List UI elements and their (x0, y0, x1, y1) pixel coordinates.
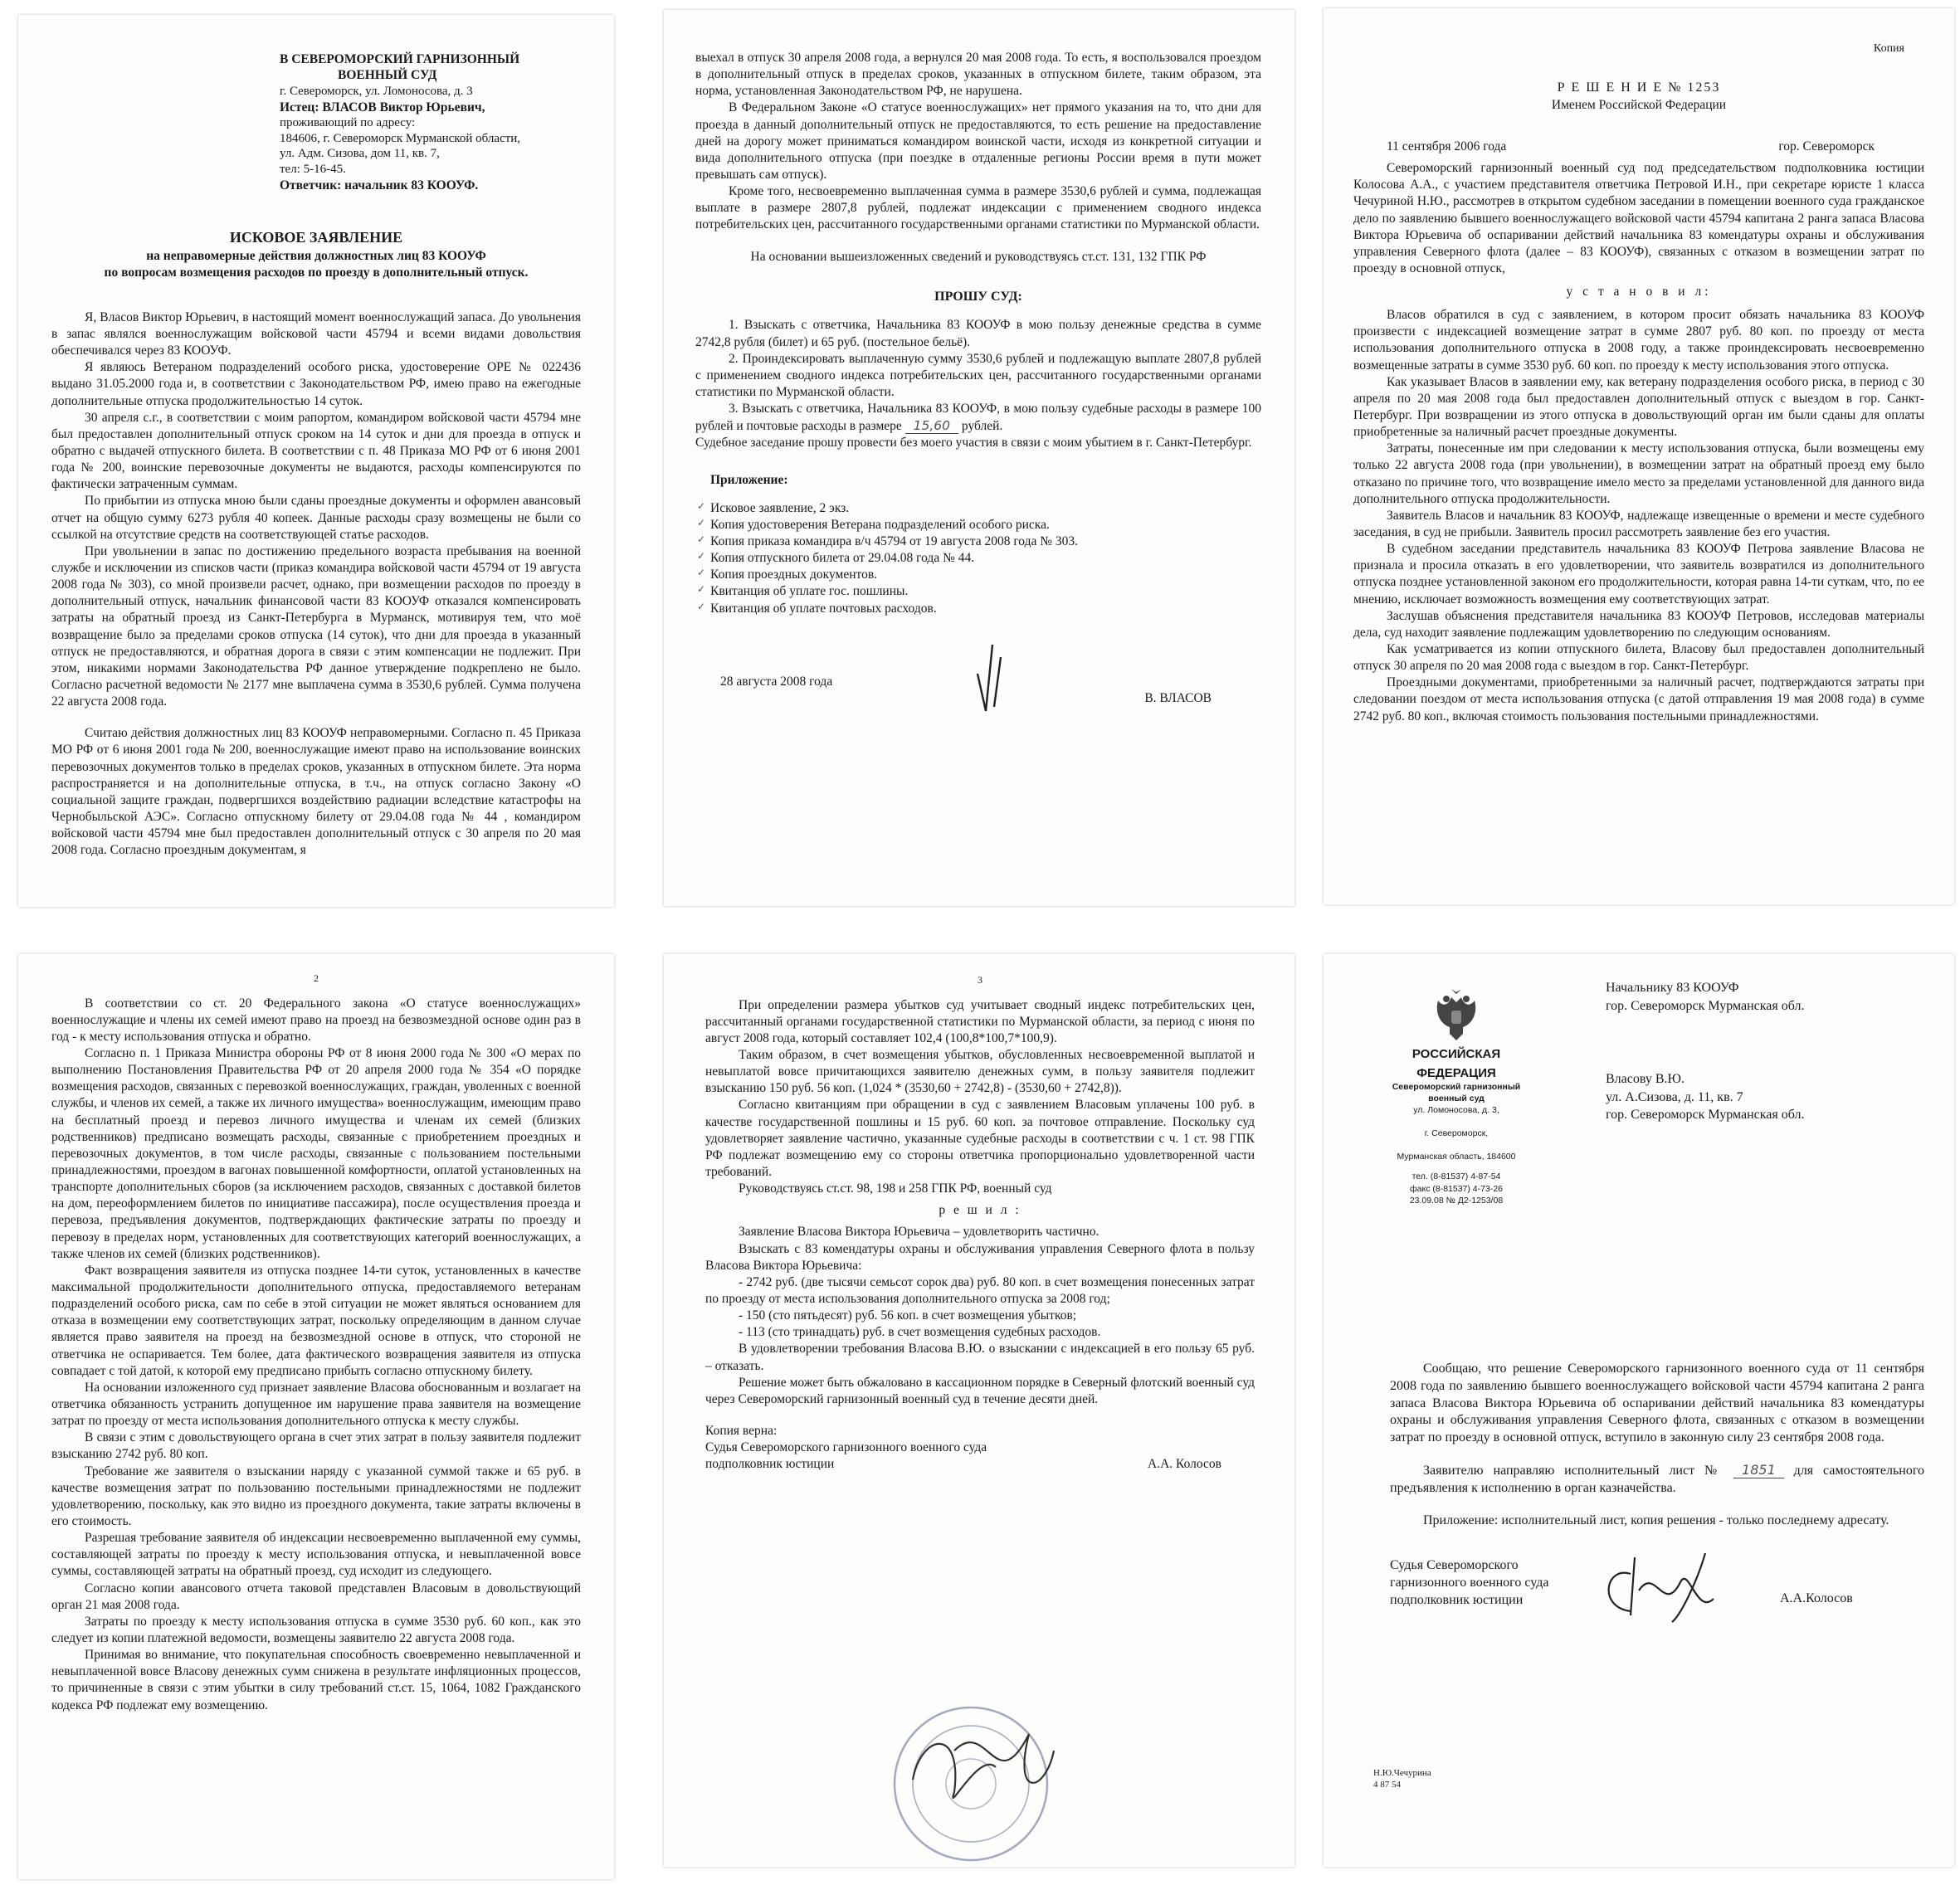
judge-name: А.А.Колосов (1780, 1591, 1853, 1606)
claim-date: 28 августа 2008 года (720, 674, 833, 689)
letterhead-address-3: Мурманская область, 184600 (1397, 1152, 1516, 1162)
recipient-2-street: ул. А.Сизова, д. 11, кв. 7 (1606, 1089, 1743, 1104)
judge-name: А.А. Колосов (1148, 1457, 1221, 1472)
plaintiff-name: Истец: ВЛАСОВ Виктор Юрьевич, (280, 100, 485, 114)
page-decision-1 (1324, 8, 1954, 904)
letterhead-fax: факс (8-81537) 4-73-26 (1410, 1183, 1503, 1194)
list-item: - 113 (сто тринадцать) руб. в счет возмещения судебных расходов. (739, 1325, 1101, 1340)
paragraph (1390, 1462, 1924, 1498)
paragraph: Затраты по проезду к месту использования отпуска в сумме 3530 руб. 60 коп., как это следует из копии платежной ведомости, возмещены заявителю 22 августа 2008 года. (51, 1614, 581, 1645)
paragraph: При увольнении в запас по достижению предельного возраста пребывания на военной службе и исключении из списков части (приказ командира войсковой части 45794 от 19 августа 2008 года № 303), со мной произвели расчет, однако, при возмещении расходов по проезду в дополнительный отпуск, начальник финансовой части 83 КООУФ отказался компенсировать затраты на обратный проезд из Санкт-Петербурга в Мурманск, мотивируя тем, что моё возвращение было за пределами сроков отпуска (14 суток), что дни для проезда в указанный отпуск не предоставляются, и обратная дорога в связи с этим компенсации не подлежит. При этом, никакими нормами Законодательства РФ данное утверждение подкреплено не было. Согласно расчетной ведомости № 2177 мне выплачена сумма в 3530,6 рублей. Сумма получена 22 августа 2008 года. (51, 543, 581, 709)
handwritten-writ-number: 1851 (1733, 1462, 1784, 1478)
request-item-3 (695, 401, 1261, 435)
request-item-1: 1. Взыскать с ответчика, Начальника 83 КООУФ в мою пользу денежные средства в сумме 2742,8 рубля (билет) и 65 руб. (постельное бельё). (695, 318, 1261, 349)
paragraph: Взыскать с 83 комендатуры охраны и обслуживания управления Северного флота в пользу Власова Виктора Юрьевича: (705, 1241, 1255, 1273)
list-item: ✓ Квитанция об уплате гос. пошлины. (697, 583, 909, 599)
recipient-2-name: Власову В.Ю. (1606, 1072, 1685, 1086)
list-item: ✓ Копия приказа командира в/ч 45794 от 19 августа 2008 года № 303. (697, 533, 1079, 549)
claim-title: ИСКОВОЕ ЗАЯВЛЕНИЕ (229, 229, 403, 246)
attachments-list (695, 500, 1261, 617)
paragraph: Я являюсь Ветераном подразделений особого риска, удостоверение ОРЕ № 022436 выдано 31.05.2000 года и, в соответствии с Законодательством РФ, имею право на ежегодные дополнительные отпуска продолжительностью 14 суток. (51, 360, 581, 408)
recipient-1 (1606, 979, 1804, 1015)
paragraph: На основании вышеизложенных сведений и руководствуясь ст.ст. 131, 132 ГПК РФ (750, 249, 1207, 264)
paragraph: 30 апреля с.г., в соответствии с моим рапортом, командиром войсковой части 45794 мне был предоставлен дополнительный отпуск сроком на 14 суток и дни для проезда в отпуск и обратно с выдачей отпускного билета. В соответствии с п. 48 Приказа МО РФ от 6 июня 2001 года № 200, воинские перевозочные документы не выдаются, расходы компенсируются по фактически затраченным суммам. (51, 410, 581, 492)
checkmark-icon: ✓ (697, 550, 706, 563)
list-item: ✓ Квитанция об уплате почтовых расходов. (697, 600, 937, 616)
paragraph: В соответствии со ст. 20 Федерального закона «О статусе военнослужащих» военнослужащие и члены их семей имеют право на проезд на безвозмездной основе один раз в год - к месту использования отпуска и обратно. (51, 996, 581, 1044)
handwritten-amount: 15,60 (905, 418, 958, 434)
request-note: Судебное заседание прошу провести без моего участия в связи с моим убытием в г. Санкт-Петербург. (695, 436, 1252, 451)
page-number: 2 (314, 972, 319, 984)
recipient-2 (1606, 1070, 1804, 1124)
decision-subtitle: Именем Российской Федерации (1551, 97, 1727, 112)
paragraph: Решение может быть обжаловано в кассационном порядке в Северный флотский военный суд через Североморский гарнизонный военный суд в течение десяти дней. (705, 1375, 1255, 1406)
ustanovil-heading: у с т а н о в и л: (1566, 285, 1712, 300)
recipient-2-city: гор. Североморск Мурманская обл. (1606, 1108, 1805, 1123)
paragraph: Кроме того, несвоевременно выплаченная сумма в размере 3530,6 рублей и сумма, подлежащая выплате в размере 2807,8 рублей, подлежат индексации с применением сводного индекса потребительских цен, рассчитанного государственными органами статистики по Мурманской области. (695, 184, 1261, 232)
paragraph: Североморский гарнизонный военный суд под председательством подполковника юстиции Колосова А.А., с участием представителя ответчика Петровой И.Н., при секретаре юристе 1 класса Чечуриной Н.Ю., рассмотрев в открытом судебном заседании в помещении военного суда гражданское дело по заявлению бывшего военнослужащего войсковой части 45794 капитана 2 ранга запаса Власова Виктора Юрьевича об оспаривании действий начальника 83 комендатуры охраны и обслуживания управления Северного флота (далее – 83 КООУФ), связанных с отказом в возмещении затрат по проезду в основной отпуск, (1353, 161, 1924, 275)
checkmark-icon: ✓ (697, 516, 706, 529)
claim-subtitle-1: на неправомерные действия должностных лиц 83 КООУФ (146, 248, 486, 263)
plaintiff-address-2: ул. Адм. Сизова, дом 11, кв. 7, (280, 147, 440, 161)
paragraph: Как усматривается из копии отпускного билета, Власову был предоставлен дополнительный отпуск 30 апреля по 20 мая 2008 года с выездом в гор. Санкт-Петербург. (1353, 642, 1924, 674)
signature-icon (1597, 1549, 1763, 1624)
court-letterhead (1373, 987, 1539, 1206)
letterhead-court-1: Североморский гарнизонный (1392, 1081, 1521, 1092)
paragraph: Проездными документами, приобретенными за наличный расчет, подтверждаются затраты при следовании поездом от места использования отпуска (с датой отправления 19 мая 2008 года) в сумме 2742 руб. 80 коп., включая стоимость пользования постельными принадлежностями. (1353, 675, 1924, 723)
paragraph: В связи с этим с довольствующего органа в счет этих затрат в пользу заявителя подлежит взысканию 2742 руб. 80 коп. (51, 1430, 581, 1462)
page-number: 3 (978, 974, 982, 986)
executor-phone: 4 87 54 (1373, 1780, 1401, 1790)
judge-title-1: Судья Североморского гарнизонного военного суда (705, 1440, 987, 1455)
executor-name: Н.Ю.Чечурина (1373, 1768, 1431, 1778)
executor-note (1373, 1767, 1431, 1791)
paragraph: Требование же заявителя о взыскании наряду с указанной суммой также и 65 руб. в качестве возмещения затрат по пользованию постельными принадлежностями не подлежит удовлетворению, поскольку, как это видно из проездного документа, такие затраты включены в его стоимость. (51, 1464, 581, 1528)
copy-true-label: Копия верна: (705, 1423, 778, 1438)
judge-title-1: Судья Североморского (1390, 1558, 1519, 1573)
paragraph: В судебном заседании представитель начальника 83 КООУФ Петрова заявление Власова не признала и просила отказать в его удовлетворении, что заявитель возвратился из дополнительного отпуска позднее установленной законом его продолжительности, которая равна 14-ти суткам, что, по ее мнению, исключает возможность возмещения ему соответствующих затрат. (1353, 542, 1924, 606)
list-item: ✓ Копия отпускного билета от 29.04.08 года № 44. (697, 550, 975, 566)
paragraph: Таким образом, в счет возмещения убытков, обусловленных несвоевременной выплатой и невыплатой вовсе причитающихся заявителю денежных сумм, в пользу заявителя подлежит взысканию 150 руб. 56 коп. (1,024 * (3530,60 + 2742,8) - (3530,60 + 2742,8)). (705, 1048, 1255, 1096)
paragraph: В удовлетворении требования Власова В.Ю. о взыскании с индексацией в его пользу 65 руб. – отказать. (705, 1342, 1255, 1373)
judge-title-3: подполковник юстиции (1390, 1592, 1524, 1607)
page-claim-1 (18, 15, 614, 907)
paragraph: Разрешая требование заявителя об индексации несвоевременно выплаченной ему суммы, составляющей затраты по проезду к месту использования отпуска, и невыплаченной вовсе суммы, составляющей затраты на обратный проезд, суд исходит из следующего. (51, 1531, 581, 1579)
paragraph: Считаю действия должностных лиц 83 КООУФ неправомерными. Согласно п. 45 Приказа МО РФ от 6 июня 2001 года № 200, военнослужащие имеют право на использование воинских перевозочных документов только в пределах сроков, указанных в отпускном билете. Эта норма распространяется и на дополнительные отпуска, в т.ч., на отпуск согласно Закону «О социальной защите граждан, подвергшихся воздействию радиации вследствие катастрофы на Чернобыльской АЭС». Согласно отпускному билету от 29.04.08 года № 44 , командиром войсковой части 45794 мне был предоставлен дополнительный отпуск с 30 апреля по 20 мая 2008 года. Согласно проездным документам, я (51, 726, 581, 858)
attachments-heading: Приложение: (710, 472, 788, 487)
checkmark-icon: ✓ (697, 600, 706, 612)
cover-letter-body (1390, 1361, 1924, 1624)
paragraph: Я, Власов Виктор Юрьевич, в настоящий момент военнослужащий запаса. До увольнения в запас являлся военнослужащим войсковой части 45794 и всеми видами довольствия обеспечивался через 83 КООУФ. (51, 309, 581, 358)
paragraph: Согласно квитанциям при обращении в суд с заявлением Власовым уплачены 100 руб. в качестве государственной пошлины и 15 руб. 60 коп. за почтовое отправление. Поскольку суд удовлетворяет заявление частично, указанные судебные расходы в соответствии с ч. 1 ст. 98 ГПК РФ подлежат возмещению ему со стороны ответчика пропорционально удовлетворенной части требований. (705, 1098, 1255, 1179)
request-item-2: 2. Проиндексировать выплаченную сумму 3530,6 рублей и подлежащую выплате 2807,8 рублей с применением сводного индекса потребительских цен, рассчитанного государственными органами статистики по Мурманской области. (695, 351, 1261, 400)
paragraph: По прибытии из отпуска мною были сданы проездные документы и оформлен авансовый отчет на общую сумму 6273 рубля 40 копеек. Данные расходы сразу возмещены не были со ссылкой на отсутствие средств на соответствующей статье расходов. (51, 494, 581, 542)
checkmark-icon: ✓ (697, 533, 706, 546)
paragraph: Власов обратился в суд с заявлением, в котором просит обязать начальника 83 КООУФ произвести с индексацией возмещение затрат в сумме 2807 руб. 80 коп. по проезду от места использования дополнительного отпуска в 2008 году, а также проиндексировать несвоевременно возмещенные затраты в сумме 3530 руб. 60 коп. по проезду к месту использования этого отпуска. (1353, 308, 1924, 373)
claim-signer: В. ВЛАСОВ (1144, 690, 1212, 705)
decision-text: Заявление Власова Виктора Юрьевича – удовлетворить частично. (739, 1225, 1099, 1240)
recipient-1-name: Начальнику 83 КООУФ (1606, 981, 1739, 995)
decision-title: Р Е Ш Е Н И Е № 1253 (1557, 80, 1721, 95)
double-headed-eagle-icon (1431, 987, 1481, 1042)
plaintiff-address-1: 184606, г. Североморск Мурманской области, (280, 131, 521, 145)
claim-subtitle-2: по вопросам возмещения расходов по проезду в дополнительный отпуск. (104, 265, 529, 280)
judge-title-2: подполковник юстиции (705, 1457, 835, 1472)
request-item-3-text: 3. Взыскать с ответчика, Начальника 83 КООУФ, в мою пользу судебные расходы в размере 100 рублей и почтовые расходы в размере (695, 402, 1261, 434)
judge-signature-line (705, 1456, 1255, 1473)
decision-place: гор. Североморск (1778, 139, 1875, 153)
signature-row (695, 657, 1261, 732)
page-decision-2 (18, 954, 614, 1879)
rf-line-1: РОССИЙСКАЯ (1411, 1047, 1501, 1061)
letterhead-address-1: ул. Ломоносова, д. 3, (1413, 1104, 1499, 1115)
court-address: г. Североморск, ул. Ломоносова, д. 3 (280, 84, 473, 98)
checkmark-icon: ✓ (697, 583, 706, 596)
checkmark-icon: ✓ (697, 567, 706, 579)
court-name-line2: ВОЕННЫЙ СУД (338, 68, 437, 83)
paragraph: Заявитель Власов и начальник 83 КООУФ, надлежаще извещенные о времени и месте судебного заседания, в суд не прибыли. Заявитель просил рассмотреть заявление без его участия. (1353, 508, 1924, 540)
judge-title-2: гарнизонного военного суда (1390, 1576, 1549, 1590)
page-cover-letter (1324, 954, 1954, 1867)
page-claim-2 (664, 10, 1294, 906)
court-seal-icon (863, 1701, 1079, 1867)
list-item: - 150 (сто пятьдесят) руб. 56 коп. в счет возмещения убытков; (739, 1308, 1077, 1323)
page-decision-3 (664, 954, 1294, 1867)
paragraph: Руководствуясь ст.ст. 98, 198 и 258 ГПК РФ, военный суд (739, 1181, 1052, 1196)
paragraph: Приложение: исполнительный лист, копия решения - только последнему адресату. (1423, 1512, 1889, 1527)
letterhead-tel: тел. (8-81537) 4-87-54 (1411, 1172, 1501, 1182)
signature-icon (961, 641, 1011, 715)
list-item: ✓ Копия удостоверения Ветерана подразделений особого риска. (697, 516, 1050, 532)
paragraph: Согласно п. 1 Приказа Министра обороны РФ от 8 июня 2000 года № 300 «О мерах по выполнению Постановления Правительства РФ от 20 апреля 2000 года № 354 «О порядке возмещения расходов, связанных с перевозкой военнослужащих, граждан, уволенных с военной службы, и членов их семей, а также их личного имущества» военнослужащим, имеющим право на бесплатный проезд и перевоз личного имущества и членам их семей (близких родственников) предписано возмещать расходы, связанные с приобретением проездных и перевозочных документов, в том числе расходы, связанные с пользованием постельными принадлежностями, проездом в вагонах повышенной комфортности, оплатой установленных на транспорте дополнительных сборов (за исключением расходов, связанных с доставкой билетов на дом, переоформлением билетов по инициативе пассажира), после осуществления проезда и перевоза, предъявления документов, подтверждающих фактические затраты по проезду и перевозу в пределах норм, установленных для соответствующих категорий военнослужащих, а также членов их семей (близких родственников). (51, 1046, 581, 1261)
request-heading: ПРОШУ СУД: (934, 289, 1022, 304)
copy-mark: Копия (1873, 42, 1904, 55)
paragraph: Факт возвращения заявителя из отпуска позднее 14-ти суток, установленных в качестве максимальной продолжительности дополнительного отпуска, предоставляемого ветеранам подразделений особого риска, сам по себе в этой ситуации не может являться основанием для отказа в возмещении ему соответствующих затрат, поскольку определяющим в данном случае является право заявителя на проезд на безвозмездной основе в отпуск, что стороной не ответчика не оспаривается. Тем более, дата фактического возвращения заявителя из отпуска совпадает с той датой, к которой ему предписано прибыть согласно отпускному билету. (51, 1263, 581, 1378)
rf-line-2: ФЕДЕРАЦИЯ (1416, 1066, 1496, 1081)
paragraph: Заслушав объяснения представителя начальника 83 КООУФ Петровов, исследовав материалы дела, суд находит заявление подлежащим удовлетворению по следующим основаниям. (1353, 608, 1924, 640)
recipient-1-city: гор. Североморск Мурманская обл. (1606, 998, 1805, 1013)
residing-label: проживающий по адресу: (280, 115, 416, 129)
letterhead-address-2: г. Североморск, (1424, 1128, 1489, 1139)
defendant-name: Ответчик: начальник 83 КООУФ. (280, 178, 479, 192)
paragraph: Затраты, понесенные им при следовании к месту использования отпуска, были возмещены ему только 22 августа 2008 года (при увольнении), в возмещении затрат на обратный проезд ему было отказано по причине того, что возвращение имело место за пределами установленной для данного вида дополнительного отпуска продолжительности. (1353, 441, 1924, 506)
letterhead-outgoing-number: 23.09.08 № Д2-1253/08 (1409, 1195, 1504, 1206)
reshil-heading: р е ш и л : (939, 1203, 1021, 1218)
checkmark-icon: ✓ (697, 499, 706, 512)
writ-tail: для самостоятельного предъявления к исполнению в орган казначейства. (1390, 1463, 1925, 1495)
judge-signature-block (1390, 1557, 1924, 1624)
paragraph: В Федеральном Законе «О статусе военнослужащих» нет прямого указания на то, что дни для проезда в данный дополнительный отпуск не предоставляются, то есть решение на предоставление дней на дорогу может приниматься командиром воинской части, исходя из конкретной ситуации и вида дополнительного отпуска (при поездке в отдаленные регионы России время в пути может превышать сам отпуск). (695, 100, 1261, 182)
plaintiff-phone: тел: 5-16-45. (280, 163, 346, 177)
paragraph: Принимая во внимание, что покупательная способность своевременно невыплаченной и невыплаченной вовсе Власову денежных сумм снижена в результате инфляционных процессов, то причиненные в связи с этим убытки в силу требований ст.ст. 15, 1064, 1082 Гражданского кодекса РФ подлежат ему возмещению. (51, 1648, 581, 1712)
paragraph: Сообщаю, что решение Североморского гарнизонного военного суда от 11 сентября 2008 года по заявлению бывшего военнослужащего войсковой части 45794 капитана 2 ранга запаса Власова Виктора Юрьевича об оспаривании действий начальника 83 комендатуры охраны и обслуживания управления Северного флота, связанных с отказом в возмещении затрат по проезду в основной отпуск, вступило в законную силу 23 сентября 2008 года. (1390, 1361, 1924, 1445)
addressee-block (280, 51, 581, 193)
decision-date-line (1353, 139, 1924, 155)
paragraph: выехал в отпуск 30 апреля 2008 года, а вернулся 20 мая 2008 года. То есть, я воспользовался проездом в дополнительный отпуск в пределах сроков, указанных в отпускном билете, таким образом, эта норма, установленная Законодательством РФ, не нарушена. (695, 51, 1261, 99)
paragraph: На основании изложенного суд признает заявление Власова обоснованным и возлагает на ответчика обязанность устранить допущенное им нарушение права заявителя на возмещение затрат по проезду от места использования дополнительного отпуска к месту службы. (51, 1380, 581, 1429)
writ-text: Заявителю направляю исполнительный лист № (1423, 1463, 1724, 1478)
list-item: ✓ Копия проездных документов. (697, 567, 878, 582)
request-item-3-tail: рублей. (961, 419, 1003, 434)
letterhead-court-2: военный суд (1428, 1093, 1485, 1103)
paragraph: При определении размера убытков суд учитывает сводный индекс потребительских цен, рассчитанный органами государственной статистики по Мурманской области, за период с июня по август 2008 года, который составляет 102,4 (100,8*100,7*100,9). (705, 997, 1255, 1045)
list-item: ✓ Исковое заявление, 2 экз. (697, 499, 850, 515)
paragraph: Согласно копии авансового отчета таковой представлен Власовым в довольствующий орган 21 мая 2008 года. (51, 1581, 581, 1612)
decision-date: 11 сентября 2006 года (1387, 139, 1507, 153)
court-name-line1: В СЕВЕРОМОРСКИЙ ГАРНИЗОННЫЙ (280, 52, 520, 66)
list-item: - 2742 руб. (две тысячи семьсот сорок два) руб. 80 коп. в счет возмещения понесенных затрат по проезду от места использования дополнительного отпуска за 2008 год; (705, 1274, 1255, 1306)
paragraph: Как указывает Власов в заявлении ему, как ветерану подразделения особого риска, в период с 30 апреля по 20 мая 2008 года был предоставлен дополнительный отпуск с выездом в гор. Санкт-Петербург. При возвращении из этого отпуска в довольствующий орган им были сданы для оплаты приобретенные за наличный расчет проездные документы. (1353, 374, 1924, 440)
